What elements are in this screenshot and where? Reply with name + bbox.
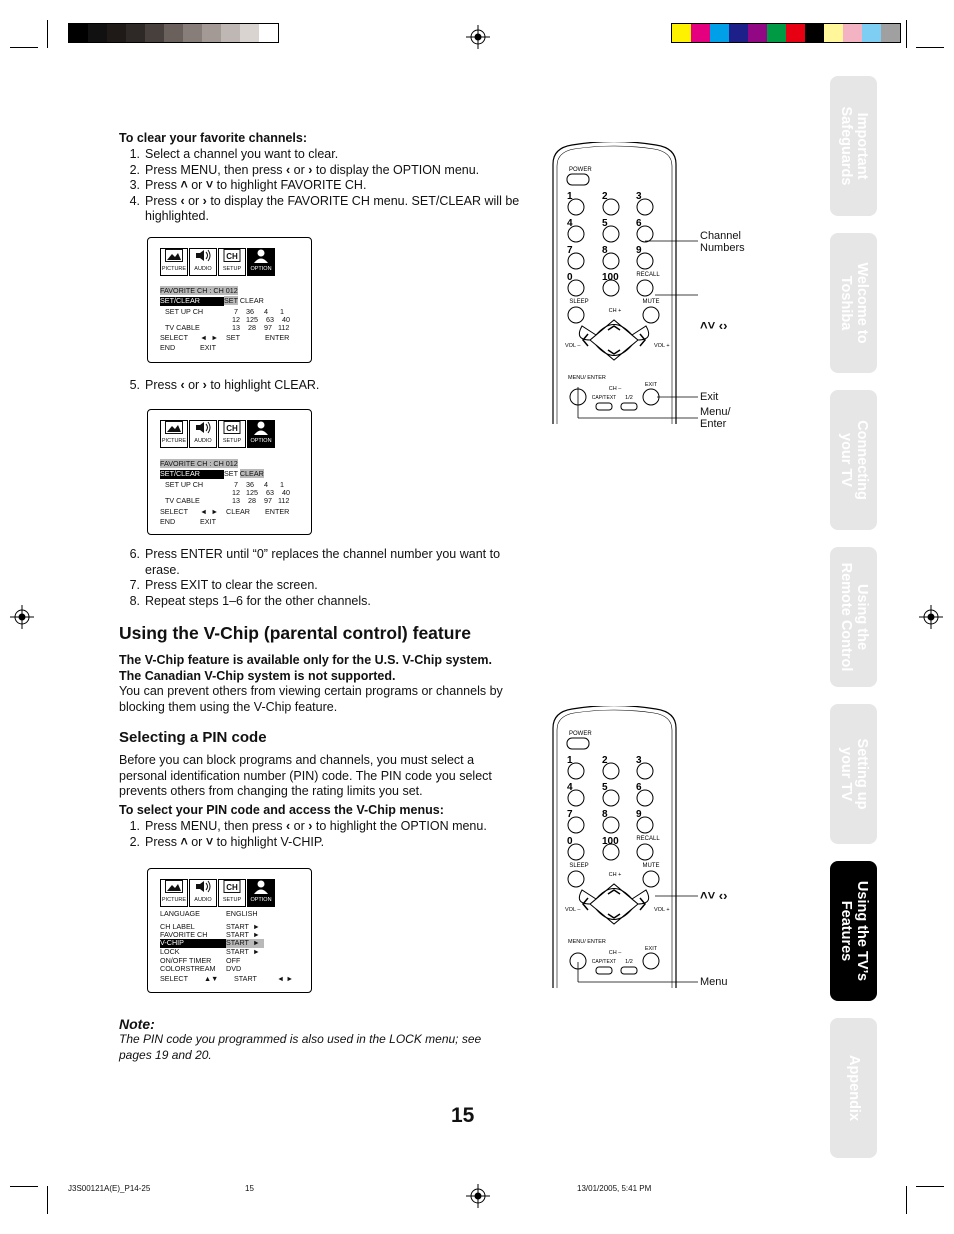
person-icon: [248, 421, 274, 439]
arrow-icon: ˄: [180, 178, 188, 193]
mute-label: MUTE: [642, 299, 660, 305]
step-text: Press EXIT to clear the screen.: [145, 578, 318, 593]
note-text: The PIN code you programmed is also used in the LOCK menu; see pages 19 and 20.: [119, 1032, 482, 1062]
step-item: [114, 578, 524, 594]
step-item: [114, 163, 524, 179]
callout-numbers: Numbers: [700, 242, 745, 254]
number-key-label: 4: [567, 782, 573, 793]
arrow-icon: ‹: [286, 162, 291, 177]
step-text: [145, 819, 524, 835]
select-arrows: ◄ ►: [200, 333, 219, 342]
vol-plus-label: VOL +: [654, 907, 670, 913]
audio-menu-icon: [189, 879, 217, 907]
step-text: [145, 835, 524, 851]
menu-icon-label: SETUP: [222, 897, 242, 904]
section-tab-label: Using the TV’s Features: [837, 880, 870, 982]
recall-label: RECALL: [636, 836, 660, 842]
exit-label: EXIT: [644, 946, 658, 952]
half-label: 1/2: [625, 959, 633, 965]
number-key-label: 7: [567, 245, 573, 256]
option-menu-screen: [147, 868, 312, 993]
select-label: SELECT: [160, 333, 188, 342]
enter-label: ENTER: [265, 507, 290, 516]
calibration-swatch: [767, 24, 786, 42]
number-key-label: 5: [602, 218, 608, 229]
calibration-swatch: [805, 24, 824, 42]
step-text: [145, 378, 524, 394]
channel-icon: [219, 880, 245, 897]
number-key-label: 2: [602, 755, 608, 766]
step-text-part: or: [290, 819, 309, 833]
menu-enter-label: MENU/ ENTER: [568, 939, 606, 945]
menu-icon-label: PICTURE: [161, 897, 187, 904]
svg-text:CH: CH: [226, 252, 238, 261]
recall-label: RECALL: [636, 272, 660, 278]
step-text-part: Press MENU, then press: [145, 162, 287, 177]
pin-steps: [114, 819, 524, 850]
select-label: SELECT: [160, 974, 188, 983]
calibration-swatch: [221, 24, 240, 42]
half-label: 1/2: [625, 395, 633, 401]
number-key-label: 100: [602, 272, 619, 283]
step-text-part: Press: [145, 834, 181, 849]
set-clear-label: SET/CLEAR: [160, 470, 224, 479]
section-tab-label: Important Safeguards: [837, 106, 870, 186]
menu-icon-label: OPTION: [250, 438, 272, 445]
section-tab-label: Appendix: [845, 1054, 862, 1122]
arrow-icon: ˄: [180, 834, 188, 849]
callout-enter: Enter: [700, 418, 727, 430]
number-key-label: 3: [636, 191, 642, 202]
calibration-swatch: [786, 24, 805, 42]
arrow-icon: ‹: [180, 378, 185, 392]
step-number: 1.: [129, 819, 140, 833]
clear-favorites-steps: [114, 147, 524, 225]
number-key-label: 0: [567, 272, 573, 283]
exit-label: EXIT: [200, 517, 216, 526]
option-row-label: CH LABEL: [160, 922, 195, 931]
option-menu-icon: [247, 248, 275, 276]
updown-arrows: ▲▼: [204, 974, 219, 983]
channel-row-1: 7 36 4 1: [234, 307, 284, 316]
calibration-swatch: [164, 24, 183, 42]
step-item: [114, 819, 524, 835]
channel-row-2: 12 125 63 40: [232, 315, 290, 324]
svg-text:CH: CH: [226, 883, 238, 892]
pin-paragraph: Before you can block programs and channels, you must select a personal identification number (PIN) code. The PIN code you select prevents others from changing the rating limits you set.: [119, 753, 492, 799]
footer-file: J3S00121A(E)_P14-25: [68, 1184, 151, 1193]
step-number: 5.: [129, 378, 140, 392]
number-key-label: 9: [636, 809, 642, 820]
vol-plus-label: VOL +: [654, 343, 670, 349]
option-row: [160, 910, 258, 919]
picture-icon: [161, 249, 187, 266]
arrow-icon: ˅: [205, 178, 214, 193]
step-item: [114, 194, 524, 225]
svg-text:CH: CH: [226, 424, 238, 433]
favorite-ch-title: FAVORITE CH : CH 012: [160, 286, 238, 295]
set-clear-label: SET/CLEAR: [160, 297, 224, 306]
picture-menu-icon: [160, 879, 188, 907]
vchip-us-note: The V-Chip feature is available only for the U.S. V-Chip system.: [119, 653, 493, 667]
step-text-part: Press: [145, 378, 181, 392]
menu-icon-label: AUDIO: [194, 897, 212, 904]
setup-ch-label: SET UP CH: [165, 480, 204, 489]
number-key-label: 8: [602, 245, 608, 256]
calibration-swatch: [881, 24, 900, 42]
step-text-part: Select a channel you want to clear.: [145, 147, 339, 161]
step-text: Repeat steps 1–6 for the other channels.: [145, 593, 371, 608]
calibration-swatch: [107, 24, 126, 42]
arrow-icon: ‹: [286, 819, 291, 833]
section-tab-label: Connecting your TV: [837, 420, 870, 500]
number-key-label: 7: [567, 809, 573, 820]
step-number: 7.: [129, 578, 140, 593]
setup-menu-icon: [218, 420, 246, 448]
menu-icon-row: [160, 248, 276, 276]
channel-icon: [219, 249, 245, 266]
step-5: [114, 378, 524, 394]
option-row-label: COLORSTREAM: [160, 964, 216, 973]
setup-menu-icon: [218, 248, 246, 276]
recall-button: [637, 844, 653, 860]
option-row-label: FAVORITE CH: [160, 930, 208, 939]
action-label: SET: [226, 333, 240, 342]
ch-plus-label: CH +: [608, 308, 622, 314]
section-tab[interactable]: [830, 861, 877, 1001]
step-item: [114, 594, 524, 610]
calibration-swatch: [69, 24, 88, 42]
section-tab-label: Setting up your TV: [837, 738, 870, 810]
menu-enter-label: MENU/ ENTER: [568, 375, 606, 381]
set-option: SET: [224, 296, 238, 305]
number-key-label: 6: [636, 782, 642, 793]
step-item: [114, 147, 524, 163]
picture-menu-icon: [160, 420, 188, 448]
menu-icon-label: SETUP: [222, 266, 242, 273]
section-tab-label: Welcome to Toshiba: [837, 262, 870, 344]
step-text-part: Press: [145, 193, 181, 208]
calibration-swatch: [126, 24, 145, 42]
arrow-icon: ‹: [180, 193, 185, 208]
option-menu-icon: [247, 420, 275, 448]
calibration-swatch: [183, 24, 202, 42]
pin-heading: Selecting a PIN code: [119, 729, 267, 746]
end-label: END: [160, 343, 176, 352]
option-row-label: ON/OFF TIMER: [160, 956, 212, 965]
step-text-part: to highlight the OPTION menu.: [312, 819, 487, 833]
ch-minus-label: CH –: [608, 950, 622, 956]
arrow-icon: ›: [308, 819, 313, 833]
calibration-swatch: [88, 24, 107, 42]
step-text-part: to display the FAVORITE CH menu. SET/CLEAR will be highlighted.: [145, 193, 520, 224]
callout-exit: Exit: [700, 391, 719, 403]
arrow-icon: ›: [202, 193, 207, 208]
number-key-label: 0: [567, 836, 573, 847]
callout-arrows: ˄˅ ‹›: [700, 318, 728, 333]
menu-icon-row: [160, 879, 276, 907]
remote2-callout-lines: [560, 890, 705, 990]
menu-icon-label: OPTION: [250, 266, 272, 273]
step-number: 4.: [129, 193, 140, 208]
calibration-swatch: [145, 24, 164, 42]
step-text-part: to highlight FAVORITE CH.: [213, 178, 367, 193]
captext-label: CAP/TEXT: [591, 395, 617, 401]
registration-mark-top: [466, 25, 490, 49]
section-tab[interactable]: [830, 76, 877, 216]
select-arrows: ◄ ►: [200, 507, 219, 516]
channel-row-3: 13 28 97 112: [232, 496, 290, 505]
number-key-label: 8: [602, 809, 608, 820]
favorite-ch-menu-screen-2: [147, 409, 312, 535]
favorite-ch-menu-screen-1: [147, 237, 312, 363]
section-tab[interactable]: [830, 390, 877, 530]
menu-icon-label: PICTURE: [161, 266, 187, 273]
channel-icon: [219, 421, 245, 438]
number-key-label: 9: [636, 245, 642, 256]
power-button: [567, 174, 589, 185]
step-text-part: to highlight V-CHIP.: [213, 834, 325, 849]
section-tab[interactable]: [830, 547, 877, 687]
number-key-label: 3: [636, 755, 642, 766]
number-key-label: 2: [602, 191, 608, 202]
calibration-swatch: [259, 24, 278, 42]
step-text-part: to highlight CLEAR.: [206, 378, 320, 392]
option-row-value: START ►: [226, 947, 260, 956]
number-key-label: 1: [567, 755, 573, 766]
clear-favorites-steps-continued: [114, 547, 524, 609]
option-row: [160, 965, 241, 974]
clear-option: CLEAR: [239, 296, 264, 305]
callout-arrows: ˄˅ ‹›: [700, 888, 728, 903]
step-item: [114, 378, 524, 394]
option-row-label: V-CHIP: [160, 939, 226, 948]
power-label: POWER: [569, 731, 592, 737]
option-row-value: ENGLISH: [226, 909, 258, 918]
color-calibration-bar: [671, 23, 901, 43]
step-number: 2.: [129, 834, 140, 849]
vol-minus-label: VOL –: [565, 907, 581, 913]
end-label: END: [160, 517, 176, 526]
captext-label: CAP/TEXT: [591, 959, 617, 965]
clear-option: CLEAR: [239, 469, 264, 478]
vchip-paragraph: You can prevent others from viewing certain programs or channels by blocking them using the V-Chip feature.: [119, 684, 503, 714]
step-text-part: or: [184, 378, 203, 392]
person-icon: [248, 880, 274, 898]
pin-subheading: To select your PIN code and access the V-Chip menus:: [119, 803, 444, 817]
step-text-part: Press: [145, 178, 181, 193]
exit-label: EXIT: [200, 343, 216, 352]
power-button: [567, 738, 589, 749]
section-tab[interactable]: [830, 704, 877, 844]
footer-date: 13/01/2005, 5:41 PM: [577, 1184, 652, 1193]
remote1-callout-lines: [560, 230, 705, 420]
channel-row-1: 7 36 4 1: [234, 480, 284, 489]
person-icon: [248, 249, 274, 267]
mute-label: MUTE: [642, 863, 660, 869]
ch-minus-label: CH –: [608, 386, 622, 392]
set-option: SET: [224, 469, 238, 478]
select-label: SELECT: [160, 507, 188, 516]
action-label: CLEAR: [226, 507, 250, 516]
callout-channel: Channel: [700, 230, 741, 242]
calibration-swatch: [843, 24, 862, 42]
vchip-heading: Using the V-Chip (parental control) feature: [119, 623, 471, 643]
menu-icon-label: PICTURE: [161, 438, 187, 445]
arrow-icon: ›: [202, 378, 207, 392]
number-key-label: 1: [567, 191, 573, 202]
section-tab[interactable]: [830, 233, 877, 373]
arrow-icon: ›: [308, 162, 313, 177]
setup-menu-icon: [218, 879, 246, 907]
channel-row-2: 12 125 63 40: [232, 488, 290, 497]
option-row-label: LOCK: [160, 947, 180, 956]
step-item: [114, 547, 524, 578]
step-text-part: or: [187, 834, 206, 849]
audio-icon: [190, 421, 216, 438]
audio-menu-icon: [189, 248, 217, 276]
step-number: 8.: [129, 593, 140, 608]
step-number: 1.: [129, 147, 140, 161]
sleep-button: [568, 871, 584, 887]
calibration-swatch: [862, 24, 881, 42]
menu-icon-label: AUDIO: [194, 266, 212, 273]
step-text-part: or: [187, 178, 206, 193]
calibration-swatch: [202, 24, 221, 42]
step-text: Press ENTER until “0” replaces the channel number you want to erase.: [145, 547, 501, 577]
arrow-icon: ˅: [205, 834, 214, 849]
sleep-label: SLEEP: [569, 863, 589, 869]
vchip-canada-note: The Canadian V-Chip system is not supported.: [119, 669, 396, 683]
calibration-swatch: [729, 24, 748, 42]
calibration-swatch: [748, 24, 767, 42]
exit-label: EXIT: [644, 382, 658, 388]
step-number: 6.: [129, 547, 140, 561]
step-number: 2.: [129, 162, 140, 177]
calibration-swatch: [672, 24, 691, 42]
step-text-part: or: [184, 193, 203, 208]
channel-row-3: 13 28 97 112: [232, 323, 290, 332]
calibration-swatch: [240, 24, 259, 42]
callout-menu: Menu: [700, 976, 728, 988]
power-label: POWER: [569, 167, 592, 173]
note-label: Note:: [119, 1016, 155, 1032]
setup-ch-label: SET UP CH: [165, 307, 204, 316]
vol-minus-label: VOL –: [565, 343, 581, 349]
calibration-swatch: [691, 24, 710, 42]
tv-cable-label: TV CABLE: [165, 323, 200, 332]
picture-menu-icon: [160, 248, 188, 276]
calibration-swatch: [710, 24, 729, 42]
gray-calibration-bar: [68, 23, 279, 43]
step-text: [145, 163, 524, 179]
option-row-value: OFF: [226, 956, 241, 965]
option-row-label: LANGUAGE: [160, 909, 200, 918]
footer-page: 15: [245, 1184, 254, 1193]
enter-label: ENTER: [265, 333, 290, 342]
number-key-label: 5: [602, 782, 608, 793]
section-tab-label: Using the Remote Control: [837, 562, 870, 672]
favorite-ch-title: FAVORITE CH : CH 012: [160, 459, 238, 468]
menu-icon-label: SETUP: [222, 438, 242, 445]
mute-button: [643, 871, 659, 887]
menu-icon-label: AUDIO: [194, 438, 212, 445]
page-number: 15: [451, 1104, 475, 1127]
number-key-label: 4: [567, 218, 573, 229]
step-text-part: or: [290, 162, 309, 177]
clear-favorites-heading: To clear your favorite channels:: [119, 131, 308, 145]
audio-menu-icon: [189, 420, 217, 448]
number-key-label: 6: [636, 218, 642, 229]
option-row-value: START ►: [226, 930, 260, 939]
ch-plus-label: CH +: [608, 872, 622, 878]
step-text: [145, 194, 524, 225]
audio-icon: [190, 249, 216, 266]
step-number: 3.: [129, 178, 140, 193]
start-label: START: [234, 974, 257, 983]
menu-icon-label: OPTION: [250, 897, 272, 904]
registration-mark-bottom: [466, 1184, 490, 1208]
registration-mark-left: [10, 605, 34, 629]
leftright-arrows: ◄ ►: [277, 974, 294, 983]
option-menu-icon: [247, 879, 275, 907]
menu-icon-row: [160, 420, 276, 448]
option-row-value: DVD: [226, 964, 242, 973]
callout-menu: Menu/: [700, 406, 731, 418]
option-row-value: START ►: [226, 939, 264, 948]
audio-icon: [190, 880, 216, 897]
step-text-part: Press MENU, then press: [145, 819, 287, 833]
step-text-part: to display the OPTION menu.: [312, 162, 480, 177]
step-item: [114, 835, 524, 851]
sleep-label: SLEEP: [569, 299, 589, 305]
tv-cable-label: TV CABLE: [165, 496, 200, 505]
step-text: [145, 147, 524, 163]
number-key-label: 100: [602, 836, 619, 847]
calibration-swatch: [824, 24, 843, 42]
picture-icon: [161, 421, 187, 438]
option-row-value: START ►: [226, 922, 260, 931]
section-tab[interactable]: [830, 1018, 877, 1158]
registration-mark-right: [919, 605, 943, 629]
step-text: [145, 178, 524, 194]
step-item: [114, 178, 524, 194]
picture-icon: [161, 880, 187, 897]
